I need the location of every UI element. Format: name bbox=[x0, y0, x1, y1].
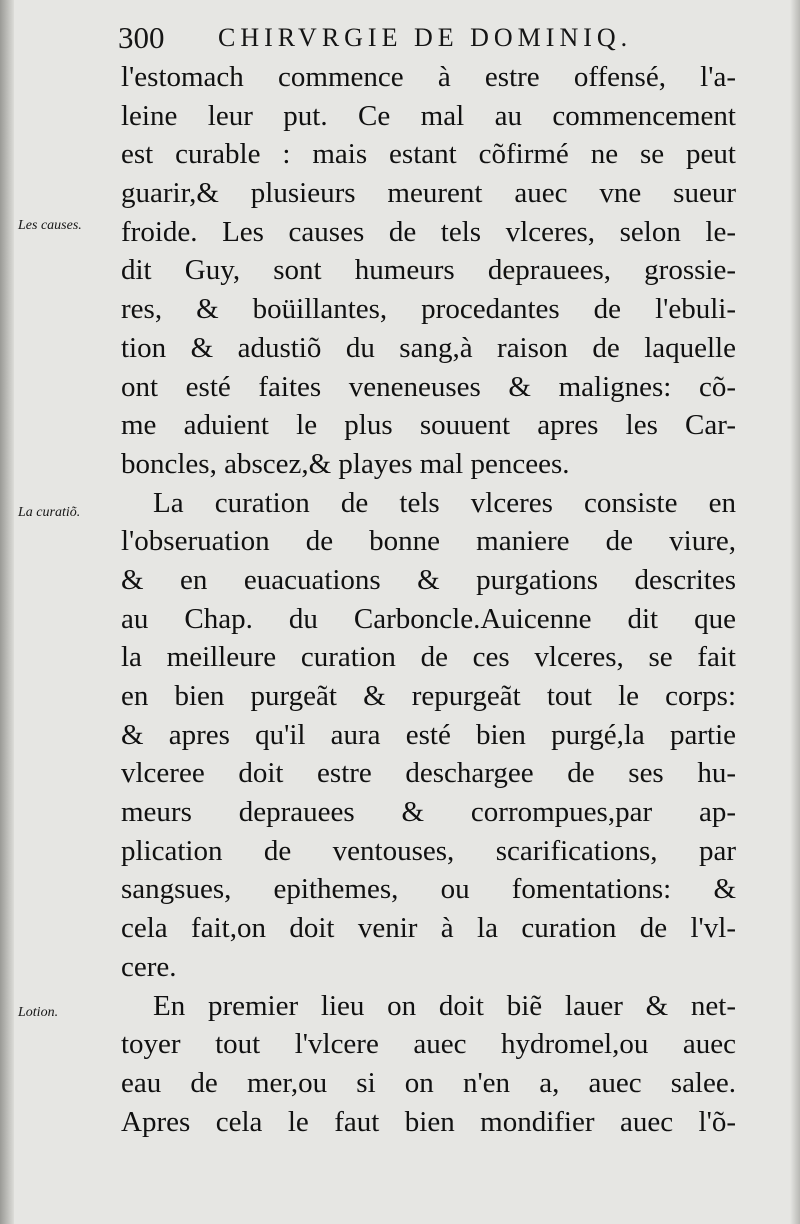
text-line: dit Guy, sont humeurs deprauees, grossie- bbox=[121, 254, 736, 287]
text-line: froide. Les causes de tels vlceres, selon le- bbox=[121, 215, 736, 248]
body-text bbox=[121, 58, 736, 1141]
text-line: vlceree doit estre deschargee de ses hu- bbox=[121, 757, 736, 790]
text-line: ont esté faites veneneuses & malignes: cõ- bbox=[121, 370, 736, 403]
text-line: au Chap. du Carboncle.Auicenne dit que bbox=[121, 602, 736, 635]
text-line: eau de mer,ou si on n'en a, auec salee. bbox=[121, 1066, 736, 1099]
running-head: CHIRVRGIE DE DOMINIQ. bbox=[218, 23, 633, 52]
text-line: guarir,& plusieurs meurent auec vne sueur bbox=[121, 177, 736, 210]
text-line: sangsues, epithemes, ou fomentations: & bbox=[121, 873, 736, 906]
text-line: la meilleure curation de ces vlceres, se fait bbox=[121, 641, 736, 674]
margin-note-lotion: Lotion. bbox=[18, 1005, 59, 1020]
text-line: plication de ventouses, scarifications, par bbox=[121, 834, 736, 867]
text-line: tion & adustiõ du sang,à raison de laquelle bbox=[121, 331, 736, 364]
page-number: 300 bbox=[118, 20, 165, 55]
text-line: boncles, abscez,& playes mal pencees. bbox=[121, 447, 570, 480]
text-line: Apres cela le faut bien mondifier auec l'õ- bbox=[121, 1105, 736, 1138]
text-line: & en euacuations & purgations descrites bbox=[121, 563, 736, 596]
page-header bbox=[118, 18, 728, 58]
text-line: leine leur put. Ce mal au commencement bbox=[121, 99, 736, 132]
margin-note-curation: La curatiõ. bbox=[18, 505, 81, 520]
text-line: res, & boüillantes, procedantes de l'ebuli- bbox=[121, 293, 736, 326]
text-line: en bien purgeãt & repurgeãt tout le corps: bbox=[121, 680, 736, 712]
text-line: La curation de tels vlceres consiste en bbox=[153, 486, 736, 519]
text-line: cela fait,on doit venir à la curation de l'vl- bbox=[121, 912, 736, 945]
text-line: toyer tout l'vlcere auec hydromel,ou auec bbox=[121, 1028, 736, 1061]
text-line: l'obseruation de bonne maniere de viure, bbox=[121, 525, 736, 558]
text-line: En premier lieu on doit biẽ lauer & net- bbox=[153, 989, 736, 1022]
text-line: me aduient le plus souuent apres les Car- bbox=[121, 409, 736, 442]
text-line: est curable : mais estant cõfirmé ne se peut bbox=[121, 138, 736, 171]
text-line: & apres qu'il aura esté bien purgé,la partie bbox=[121, 718, 736, 751]
text-line: meurs deprauees & corrompues,par ap- bbox=[121, 796, 736, 829]
text-line: cere. bbox=[121, 950, 177, 983]
margin-note-causes: Les causes. bbox=[18, 218, 82, 233]
text-line: l'estomach commence à estre offensé, l'a- bbox=[121, 61, 736, 93]
